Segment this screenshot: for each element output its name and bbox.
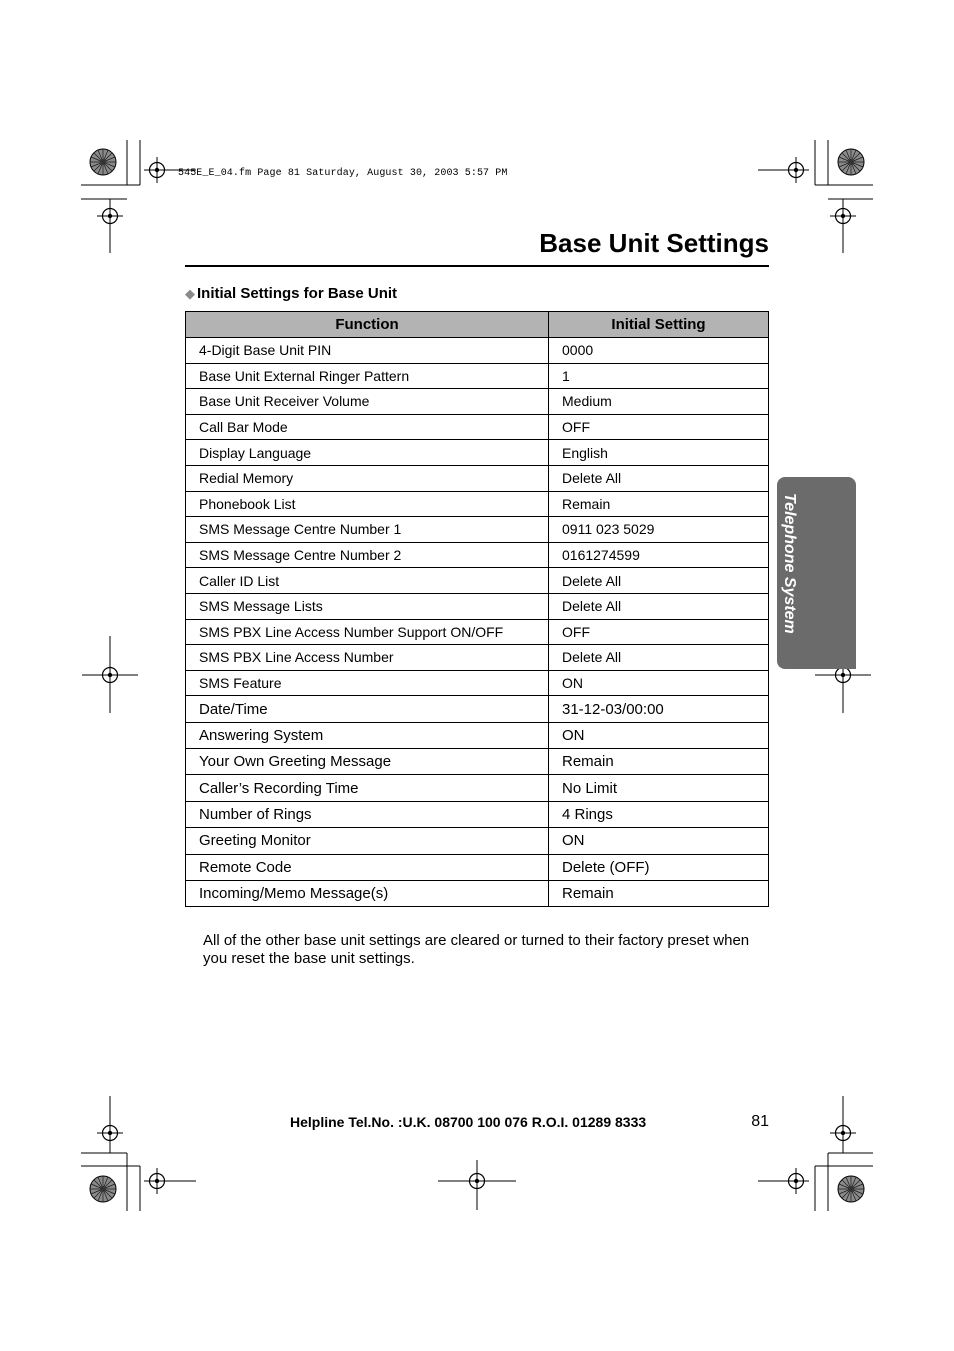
table-row [186, 517, 769, 543]
setting-cell: 1 [549, 363, 769, 389]
table-row [186, 670, 769, 696]
header-function: Function [186, 312, 549, 338]
setting-cell: 4 Rings [549, 801, 769, 827]
function-cell: SMS Message Lists [186, 593, 549, 619]
function-cell: Remote Code [186, 854, 549, 880]
table-row [186, 363, 769, 389]
table-row [186, 854, 769, 880]
table-row [186, 775, 769, 801]
function-cell: 4-Digit Base Unit PIN [186, 338, 549, 364]
table-row [186, 722, 769, 748]
function-cell: SMS Feature [186, 670, 549, 696]
function-cell: Number of Rings [186, 801, 549, 827]
table-row [186, 440, 769, 466]
setting-cell: 0911 023 5029 [549, 517, 769, 543]
table-row [186, 465, 769, 491]
diamond-bullet-icon: ◆ [185, 286, 195, 301]
setting-cell: ON [549, 670, 769, 696]
function-cell: Call Bar Mode [186, 414, 549, 440]
setting-cell: ON [549, 722, 769, 748]
function-cell: Incoming/Memo Message(s) [186, 881, 549, 907]
function-cell: Date/Time [186, 696, 549, 722]
function-cell: Caller ID List [186, 568, 549, 594]
function-cell: SMS Message Centre Number 1 [186, 517, 549, 543]
header-initial-setting: Initial Setting [549, 312, 769, 338]
section-heading-text: Initial Settings for Base Unit [197, 285, 398, 302]
setting-cell: 0000 [549, 338, 769, 364]
function-cell: Greeting Monitor [186, 828, 549, 854]
setting-cell: Delete All [549, 568, 769, 594]
setting-cell: 0161274599 [549, 542, 769, 568]
title-rule [185, 265, 769, 267]
setting-cell: OFF [549, 619, 769, 645]
function-cell: SMS PBX Line Access Number [186, 645, 549, 671]
function-cell: Base Unit Receiver Volume [186, 389, 549, 415]
setting-cell: Remain [549, 749, 769, 775]
function-cell: Redial Memory [186, 465, 549, 491]
side-tab [777, 477, 856, 669]
function-cell: Answering System [186, 722, 549, 748]
function-cell: Your Own Greeting Message [186, 749, 549, 775]
settings-table [185, 311, 769, 907]
table-row [186, 645, 769, 671]
table-row [186, 881, 769, 907]
function-cell: Display Language [186, 440, 549, 466]
side-tab-label: Telephone System [781, 493, 798, 634]
table-row [186, 593, 769, 619]
table-row [186, 749, 769, 775]
note-text: All of the other base unit settings are cleared or turned to their factory preset when you reset the base unit settings. [203, 932, 750, 967]
setting-cell: 31-12-03/00:00 [549, 696, 769, 722]
table-row [186, 619, 769, 645]
table-header-row [186, 312, 769, 338]
setting-cell: Delete All [549, 465, 769, 491]
file-stamp: 545E_E_04.fm Page 81 Saturday, August 30, 2003 5:57 PM [178, 168, 508, 179]
setting-cell: English [549, 440, 769, 466]
setting-cell: Delete All [549, 645, 769, 671]
setting-cell: Remain [549, 881, 769, 907]
table-row [186, 801, 769, 827]
table-row [186, 414, 769, 440]
table-row [186, 542, 769, 568]
setting-cell: No Limit [549, 775, 769, 801]
page-title: Base Unit Settings [539, 228, 769, 258]
setting-cell: Delete (OFF) [549, 854, 769, 880]
setting-cell: OFF [549, 414, 769, 440]
function-cell: SMS PBX Line Access Number Support ON/OFF [186, 619, 549, 645]
setting-cell: Remain [549, 491, 769, 517]
function-cell: SMS Message Centre Number 2 [186, 542, 549, 568]
page-number: 81 [751, 1113, 769, 1130]
section-heading [185, 285, 397, 302]
table-row [186, 696, 769, 722]
function-cell: Caller’s Recording Time [186, 775, 549, 801]
footer-helpline: Helpline Tel.No. :U.K. 08700 100 076 R.O.I. 01289 8333 [290, 1114, 647, 1130]
function-cell: Base Unit External Ringer Pattern [186, 363, 549, 389]
setting-cell: ON [549, 828, 769, 854]
function-cell: Phonebook List [186, 491, 549, 517]
setting-cell: Medium [549, 389, 769, 415]
table-row [186, 338, 769, 364]
setting-cell: Delete All [549, 593, 769, 619]
table-row [186, 389, 769, 415]
table-row [186, 491, 769, 517]
table-row [186, 568, 769, 594]
table-row [186, 828, 769, 854]
